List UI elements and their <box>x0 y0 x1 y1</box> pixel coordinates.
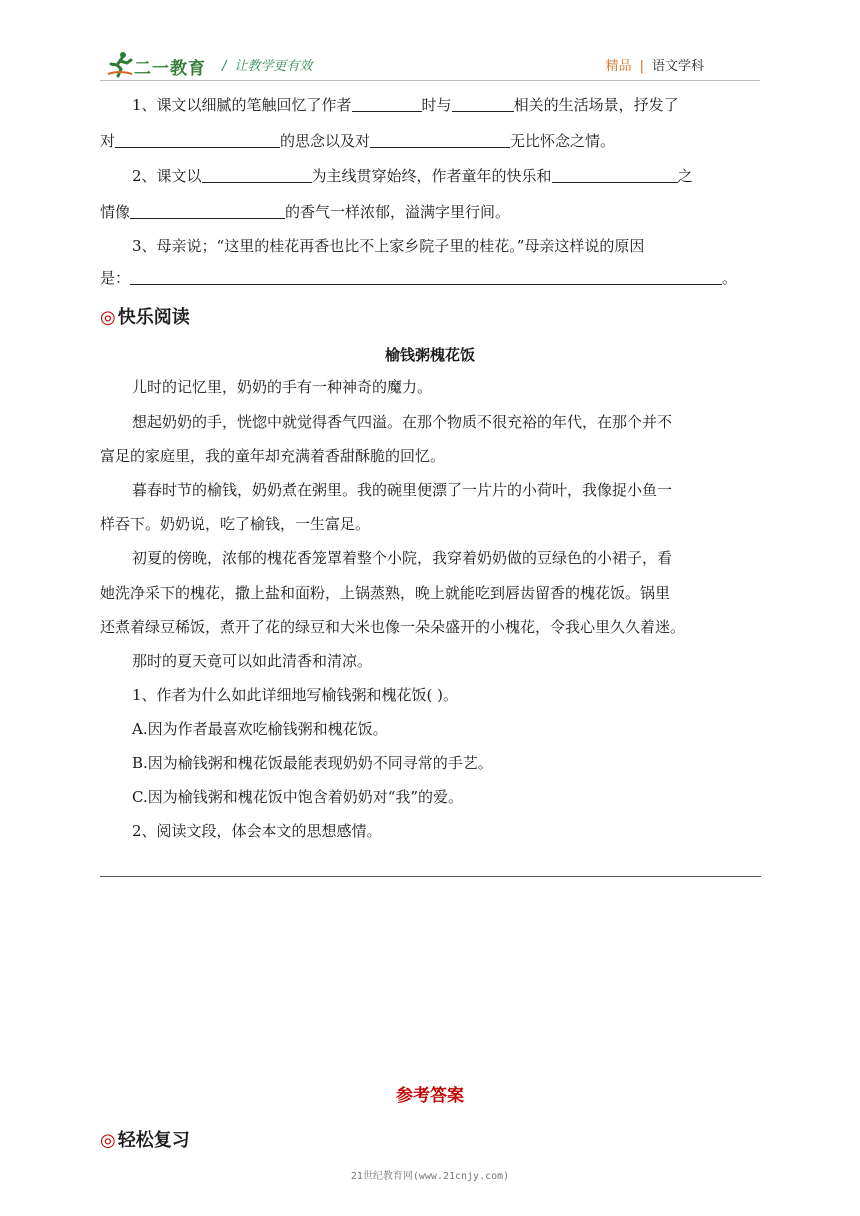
answer-blank[interactable] <box>552 166 678 183</box>
answer-blank[interactable] <box>452 95 514 112</box>
answers-heading: 参考答案 <box>396 1086 464 1106</box>
paragraph-3-line1: 暮春时节的榆钱，奶奶煮在粥里。我的碗里便漂了一片片的小荷叶，我像捉小鱼一 <box>132 481 673 499</box>
section-happy-reading <box>100 303 190 329</box>
review-q3-text-b: 是： <box>100 269 131 287</box>
paragraph-1: 儿时的记忆里，奶奶的手有一种神奇的魔力。 <box>132 378 433 396</box>
brand-logo <box>106 50 210 78</box>
paragraph-4-line2: 她洗净采下的槐花，撒上盐和面粉，上锅蒸熟，晚上就能吃到唇齿留香的槐花饭。锅里 <box>100 584 671 602</box>
review-q1-text-a: 1、课文以细腻的笔触回忆了作者 <box>132 96 352 114</box>
subject-tag <box>606 55 704 74</box>
brand-name: 二一教育 <box>134 59 206 79</box>
review-q2-text-a: 2、课文以 <box>132 167 202 185</box>
answer-blank[interactable] <box>352 95 422 112</box>
section-ring-icon: ◎ <box>100 307 116 328</box>
paragraph-3-line2: 样吞下。奶奶说，吃了榆钱，一生富足。 <box>100 515 371 533</box>
review-q2-text-c: 之 <box>677 167 693 185</box>
fine-label: 精品 <box>605 59 632 74</box>
section-title: 轻松复习 <box>117 1130 190 1151</box>
review-q2-text-e: 的香气一样浓郁，溢满字里行间。 <box>285 203 511 221</box>
answer-blank[interactable] <box>202 166 312 183</box>
runner-logo-icon <box>106 50 134 78</box>
answer-blank[interactable] <box>130 202 285 219</box>
option-c: C.因为榆钱粥和槐花饭中饱含着奶奶对“我”的爱。 <box>132 788 464 806</box>
section-title: 快乐阅读 <box>117 307 190 328</box>
review-q3-line1 <box>100 235 797 257</box>
option-a: A.因为作者最喜欢吃榆钱粥和槐花饭。 <box>132 720 388 738</box>
answer-blank[interactable] <box>370 131 510 148</box>
slogan-text: 让教学更有效 <box>234 59 313 74</box>
review-q1-text-e: 的思念以及对 <box>280 132 371 150</box>
answer-blank[interactable] <box>115 131 280 148</box>
review-q2-text-b: 为主线贯穿始终，作者童年的快乐和 <box>311 167 552 185</box>
slogan <box>222 55 312 74</box>
slogan-slash: / <box>222 59 227 74</box>
review-q2-line2 <box>100 201 765 223</box>
page-footer: 21世纪教育网(www.21cnjy.com) <box>350 1171 510 1182</box>
review-q1-line2 <box>100 130 765 152</box>
review-q3-text-c: 。 <box>722 269 738 287</box>
review-q1-text-c: 相关的生活场景，抒发了 <box>513 96 679 114</box>
review-q3-line2 <box>100 267 765 289</box>
paragraph-4-line1: 初夏的傍晚，浓郁的槐花香笼罩着整个小院，我穿着奶奶做的豆绿色的小裙子，看 <box>132 549 673 567</box>
review-q1-text-b: 时与 <box>421 96 452 114</box>
section-ring-icon: ◎ <box>100 1130 116 1151</box>
review-q1-line1 <box>100 94 797 116</box>
paragraph-2-line1: 想起奶奶的手，恍惚中就觉得香气四溢。在那个物质不很充裕的年代，在那个并不 <box>132 413 673 431</box>
paragraph-5: 那时的夏天竟可以如此清香和清凉。 <box>132 652 373 670</box>
question-1: 1、作者为什么如此详细地写榆钱粥和槐花饭( )。 <box>132 686 459 704</box>
review-q3-text-a: 3、母亲说；“这里的桂花再香也比不上家乡院子里的桂花。”母亲这样说的原因 <box>132 237 645 255</box>
review-q2-text-d: 情像 <box>100 203 131 221</box>
review-q1-text-d: 对 <box>100 132 116 150</box>
paragraph-4-line3: 还煮着绿豆稀饭，煮开了花的绿豆和大米也像一朵朵盛开的小槐花，令我心里久久着迷。 <box>100 618 686 636</box>
paragraph-2-line2: 富足的家庭里，我的童年却充满着香甜酥脆的回忆。 <box>100 447 446 465</box>
answer-blank[interactable] <box>130 268 722 285</box>
review-q2-line1 <box>100 165 797 187</box>
subject-label: 语文学科 <box>651 59 704 74</box>
question-2: 2、阅读文段，体会本文的思想感情。 <box>132 822 382 840</box>
header-rule <box>100 80 760 81</box>
review-q1-text-f: 无比怀念之情。 <box>510 132 616 150</box>
article-title: 榆钱粥槐花饭 <box>384 346 475 364</box>
section-easy-review <box>100 1126 190 1152</box>
tag-separator: | <box>639 59 644 74</box>
page-header <box>100 48 760 82</box>
answer-divider <box>100 876 761 877</box>
option-b: B.因为榆钱粥和槐花饭最能表现奶奶不同寻常的手艺。 <box>132 754 493 772</box>
